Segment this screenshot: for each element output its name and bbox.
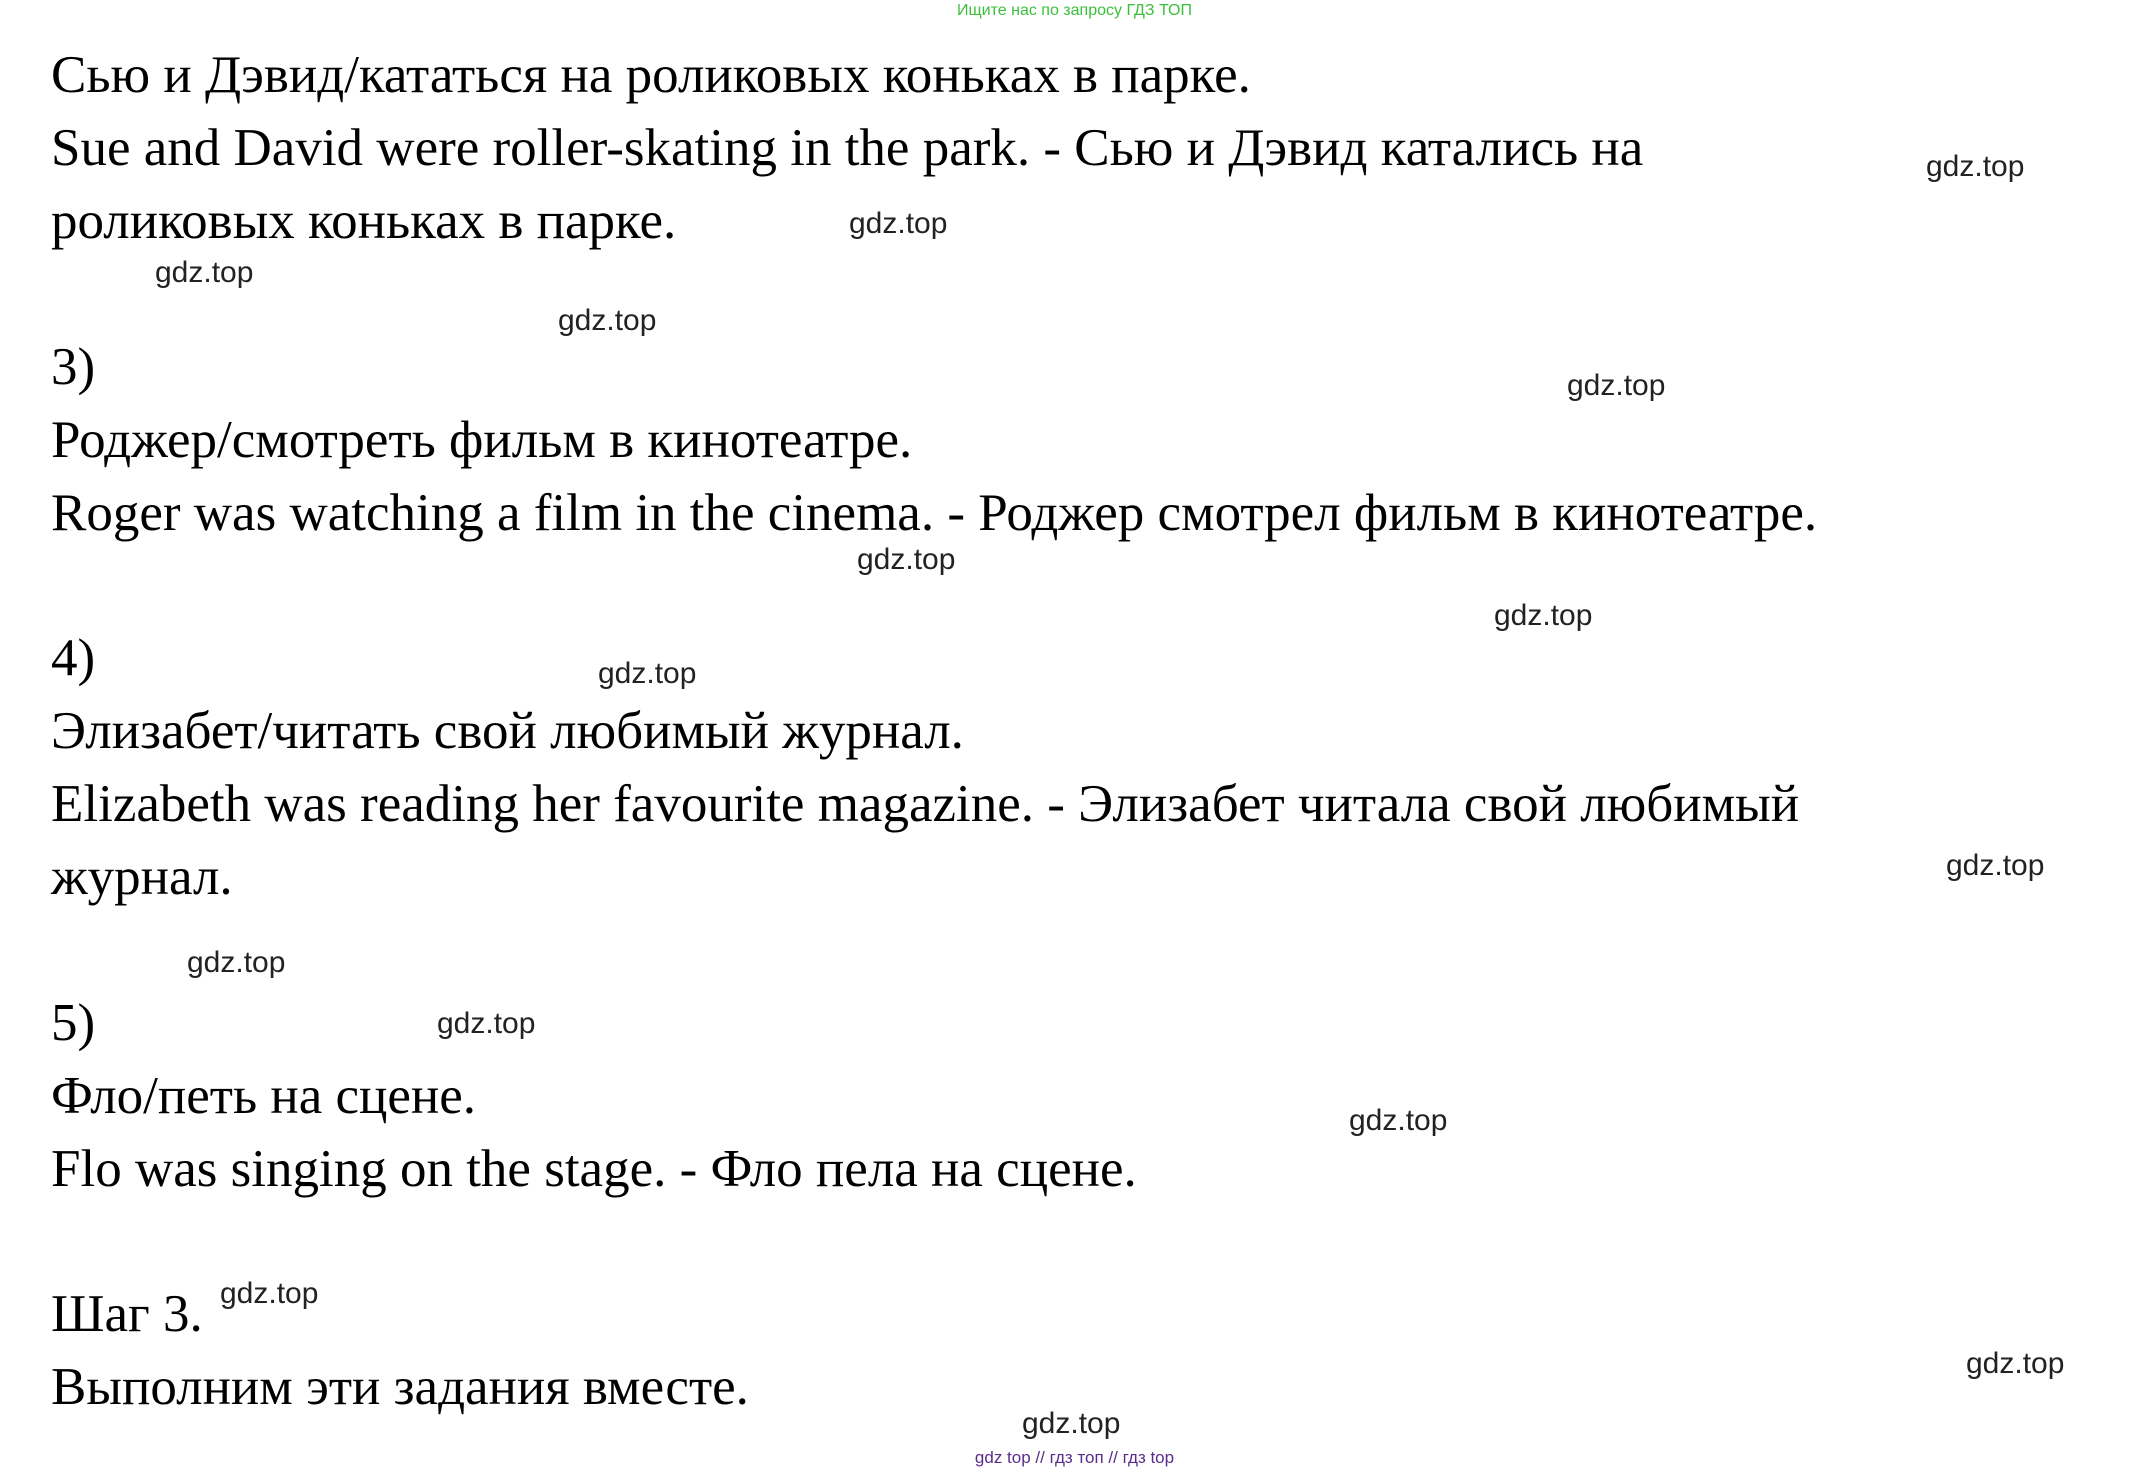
- watermark: gdz.top: [849, 207, 948, 240]
- watermark: gdz.top: [1022, 1407, 1121, 1440]
- section-number: 3): [51, 338, 96, 396]
- watermark: gdz.top: [1946, 849, 2045, 882]
- watermark: gdz.top: [437, 1007, 536, 1040]
- text-line: Elizabeth was reading her favourite magazine. - Элизабет читала свой любимый: [51, 775, 1800, 833]
- section-number: 5): [51, 994, 96, 1052]
- watermark: gdz.top: [187, 946, 286, 979]
- watermark: gdz.top: [1349, 1104, 1448, 1137]
- text-line: Роджер/смотреть фильм в кинотеатре.: [51, 411, 913, 469]
- watermark: gdz.top: [1966, 1347, 2065, 1380]
- text-line: Сью и Дэвид/кататься на роликовых коньках в парке.: [51, 46, 1251, 104]
- watermark: gdz.top: [220, 1277, 319, 1310]
- text-line: Фло/петь на сцене.: [51, 1067, 477, 1125]
- watermark: gdz.top: [155, 256, 254, 289]
- top-banner: Ищите нас по запросу ГДЗ ТОП: [957, 2, 1192, 19]
- text-line: Roger was watching a film in the cinema. - Роджер смотрел фильм в кинотеатре.: [51, 484, 1818, 542]
- footer-watermark: gdz top // гдз топ // гдз top: [974, 1448, 1175, 1467]
- text-line: Flo was singing on the stage. - Фло пела на сцене.: [51, 1140, 1137, 1198]
- text-line: Элизабет/читать свой любимый журнал.: [51, 702, 964, 760]
- watermark: gdz.top: [558, 304, 657, 337]
- watermark: gdz.top: [857, 543, 956, 576]
- text-line: Sue and David were roller-skating in the park. - Сью и Дэвид катались на: [51, 119, 1644, 177]
- section-number: 4): [51, 629, 96, 687]
- text-line: роликовых коньках в парке.: [51, 192, 677, 250]
- step-heading: Шаг 3.: [51, 1285, 203, 1343]
- watermark: gdz.top: [1926, 150, 2025, 183]
- watermark: gdz.top: [598, 657, 697, 690]
- text-line: Выполним эти задания вместе.: [51, 1358, 749, 1416]
- watermark: gdz.top: [1494, 599, 1593, 632]
- watermark: gdz.top: [1567, 369, 1666, 402]
- text-line: журнал.: [51, 848, 233, 906]
